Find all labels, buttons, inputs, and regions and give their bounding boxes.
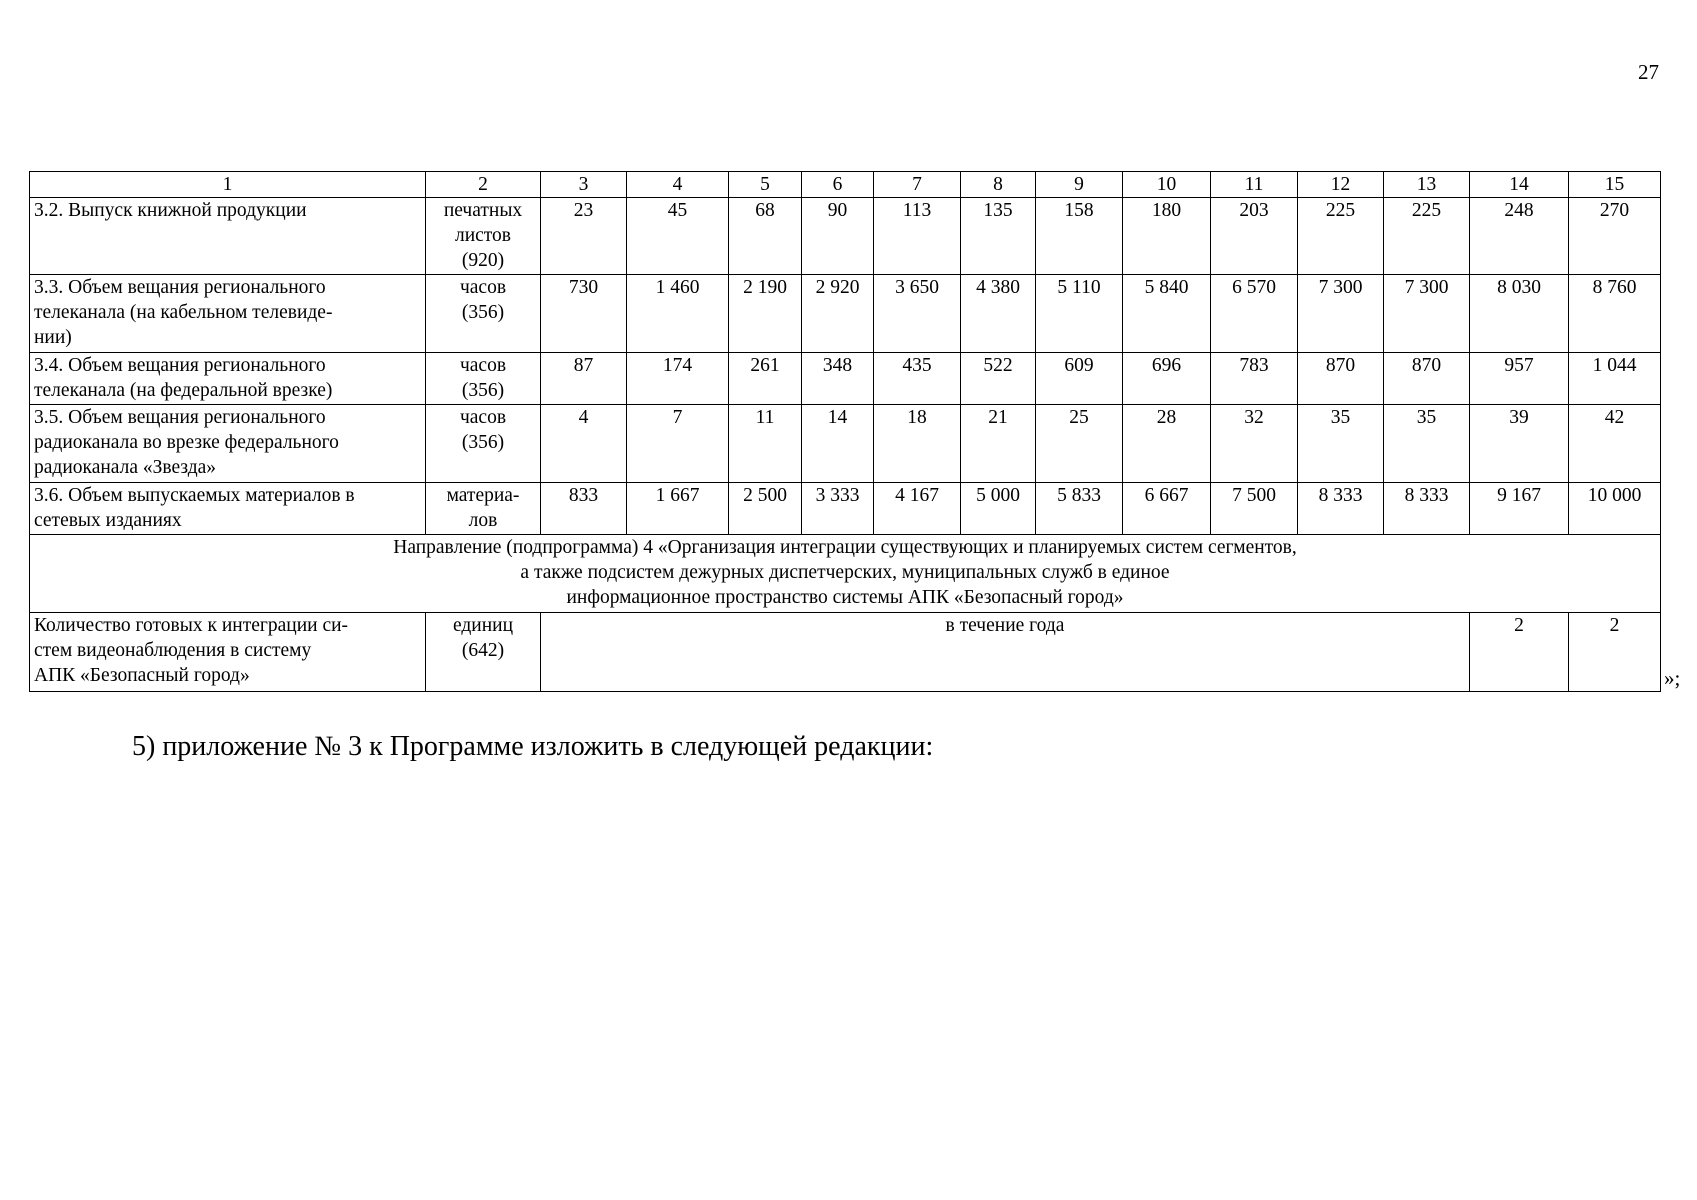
indicator-name (30, 405, 426, 483)
value-cell: 90 (802, 198, 874, 275)
table-row (30, 405, 1661, 483)
value-cell: 2 (1569, 613, 1661, 692)
indicators-table (29, 171, 1661, 692)
column-number: 4 (627, 172, 729, 198)
page-number: 27 (1638, 60, 1659, 84)
column-number: 12 (1298, 172, 1384, 198)
value-cell: 8 333 (1384, 483, 1470, 535)
value-cell: 5 110 (1036, 275, 1123, 353)
text-line: (642) (461, 640, 505, 661)
value-cell: 1 460 (627, 275, 729, 353)
value-cell: 28 (1123, 405, 1211, 483)
value-cell: 11 (729, 405, 802, 483)
value-cell: 9 167 (1470, 483, 1569, 535)
column-number: 7 (874, 172, 961, 198)
value-cell: 957 (1470, 353, 1569, 405)
text-line: часов (459, 355, 507, 376)
text-line: единиц (452, 615, 514, 636)
column-number: 6 (802, 172, 874, 198)
value-cell: 1 667 (627, 483, 729, 535)
text-line: 3.4. Объем вещания регионального (34, 355, 326, 376)
value-cell: 158 (1036, 198, 1123, 275)
value-cell: 7 500 (1211, 483, 1298, 535)
table-row (30, 613, 1661, 692)
text-line: (356) (461, 380, 505, 401)
column-number: 13 (1384, 172, 1470, 198)
value-cell: 180 (1123, 198, 1211, 275)
value-cell: 8 760 (1569, 275, 1661, 353)
indicator-name (30, 613, 426, 692)
column-number: 2 (426, 172, 541, 198)
indicator-unit (426, 353, 541, 405)
table-row (30, 198, 1661, 275)
table-row (30, 353, 1661, 405)
text-line: а также подсистем дежурных диспетчерских, муниципальных служб в единое (520, 562, 1170, 583)
section-title (30, 535, 1661, 613)
value-cell: 2 (1470, 613, 1569, 692)
value-cell: 14 (802, 405, 874, 483)
value-cell: 4 380 (961, 275, 1036, 353)
value-cell: 68 (729, 198, 802, 275)
column-number: 9 (1036, 172, 1123, 198)
text-line: радиоканала во врезке федерального (34, 432, 339, 453)
value-cell: 348 (802, 353, 874, 405)
section-row (30, 535, 1661, 613)
indicator-name (30, 198, 426, 275)
text-line: часов (459, 277, 507, 298)
indicator-unit (426, 275, 541, 353)
value-cell: 5 000 (961, 483, 1036, 535)
indicator-name (30, 483, 426, 535)
column-number: 10 (1123, 172, 1211, 198)
value-cell: 870 (1298, 353, 1384, 405)
text-line: материа- (446, 485, 520, 506)
value-cell: 7 300 (1384, 275, 1470, 353)
value-cell: 4 (541, 405, 627, 483)
text-line: АПК «Безопасный город» (34, 665, 250, 686)
value-cell: 833 (541, 483, 627, 535)
text-line: (356) (461, 432, 505, 453)
indicator-unit (426, 198, 541, 275)
value-cell: 3 650 (874, 275, 961, 353)
text-line: 3.3. Объем вещания регионального (34, 277, 326, 298)
value-cell: 730 (541, 275, 627, 353)
value-cell: 609 (1036, 353, 1123, 405)
text-line: нии) (34, 327, 72, 348)
column-number: 5 (729, 172, 802, 198)
column-number: 8 (961, 172, 1036, 198)
value-cell: 7 300 (1298, 275, 1384, 353)
column-number: 14 (1470, 172, 1569, 198)
value-cell: 2 920 (802, 275, 874, 353)
value-cell: 248 (1470, 198, 1569, 275)
value-cell: 6 667 (1123, 483, 1211, 535)
value-cell: 135 (961, 198, 1036, 275)
value-cell: 25 (1036, 405, 1123, 483)
span-note-cell: в течение года (541, 613, 1470, 692)
body-paragraph: 5) приложение № 3 к Программе изложить в следующей редакции: (132, 731, 934, 762)
value-cell: 5 840 (1123, 275, 1211, 353)
value-cell: 6 570 (1211, 275, 1298, 353)
text-line: радиоканала «Звезда» (34, 457, 217, 478)
table-row (30, 483, 1661, 535)
text-line: лов (468, 510, 498, 531)
value-cell: 1 044 (1569, 353, 1661, 405)
value-cell: 225 (1384, 198, 1470, 275)
value-cell: 2 190 (729, 275, 802, 353)
text-line: 3.5. Объем вещания регионального (34, 407, 326, 428)
value-cell: 8 333 (1298, 483, 1384, 535)
indicator-unit (426, 613, 541, 692)
text-line: печатных (443, 200, 523, 221)
text-line: Направление (подпрограмма) 4 «Организация интеграции существующих и планируемых систем сегментов, (393, 537, 1297, 558)
value-cell: 270 (1569, 198, 1661, 275)
column-number: 1 (30, 172, 426, 198)
text-line: телеканала (на кабельном телевиде- (34, 302, 333, 323)
value-cell: 3 333 (802, 483, 874, 535)
value-cell: 7 (627, 405, 729, 483)
value-cell: 203 (1211, 198, 1298, 275)
value-cell: 23 (541, 198, 627, 275)
text-line: (356) (461, 302, 505, 323)
value-cell: 5 833 (1036, 483, 1123, 535)
value-cell: 39 (1470, 405, 1569, 483)
text-line: информационное пространство системы АПК «Безопасный город» (566, 587, 1124, 608)
value-cell: 2 500 (729, 483, 802, 535)
value-cell: 870 (1384, 353, 1470, 405)
value-cell: 261 (729, 353, 802, 405)
text-line: Количество готовых к интеграции си- (34, 615, 349, 636)
value-cell: 87 (541, 353, 627, 405)
column-number: 11 (1211, 172, 1298, 198)
column-number: 3 (541, 172, 627, 198)
value-cell: 435 (874, 353, 961, 405)
value-cell: 783 (1211, 353, 1298, 405)
value-cell: 174 (627, 353, 729, 405)
value-cell: 45 (627, 198, 729, 275)
column-number-row (30, 172, 1661, 198)
value-cell: 522 (961, 353, 1036, 405)
text-line: сетевых изданиях (34, 510, 182, 531)
value-cell: 696 (1123, 353, 1211, 405)
value-cell: 10 000 (1569, 483, 1661, 535)
value-cell: 32 (1211, 405, 1298, 483)
text-line: часов (459, 407, 507, 428)
value-cell: 21 (961, 405, 1036, 483)
text-line: 3.2. Выпуск книжной продукции (34, 200, 307, 221)
value-cell: 225 (1298, 198, 1384, 275)
value-cell: 113 (874, 198, 961, 275)
indicator-name (30, 353, 426, 405)
closing-quote: »; (1664, 666, 1681, 690)
text-line: телеканала (на федеральной врезке) (34, 380, 333, 401)
value-cell: 18 (874, 405, 961, 483)
text-line: стем видеонаблюдения в систему (34, 640, 312, 661)
indicator-unit (426, 405, 541, 483)
value-cell: 4 167 (874, 483, 961, 535)
indicator-name (30, 275, 426, 353)
column-number: 15 (1569, 172, 1661, 198)
value-cell: 8 030 (1470, 275, 1569, 353)
text-line: 3.6. Объем выпускаемых материалов в (34, 485, 355, 506)
text-line: листов (454, 225, 512, 246)
value-cell: 35 (1384, 405, 1470, 483)
value-cell: 42 (1569, 405, 1661, 483)
value-cell: 35 (1298, 405, 1384, 483)
text-line: (920) (461, 250, 505, 271)
table-row (30, 275, 1661, 353)
indicator-unit (426, 483, 541, 535)
